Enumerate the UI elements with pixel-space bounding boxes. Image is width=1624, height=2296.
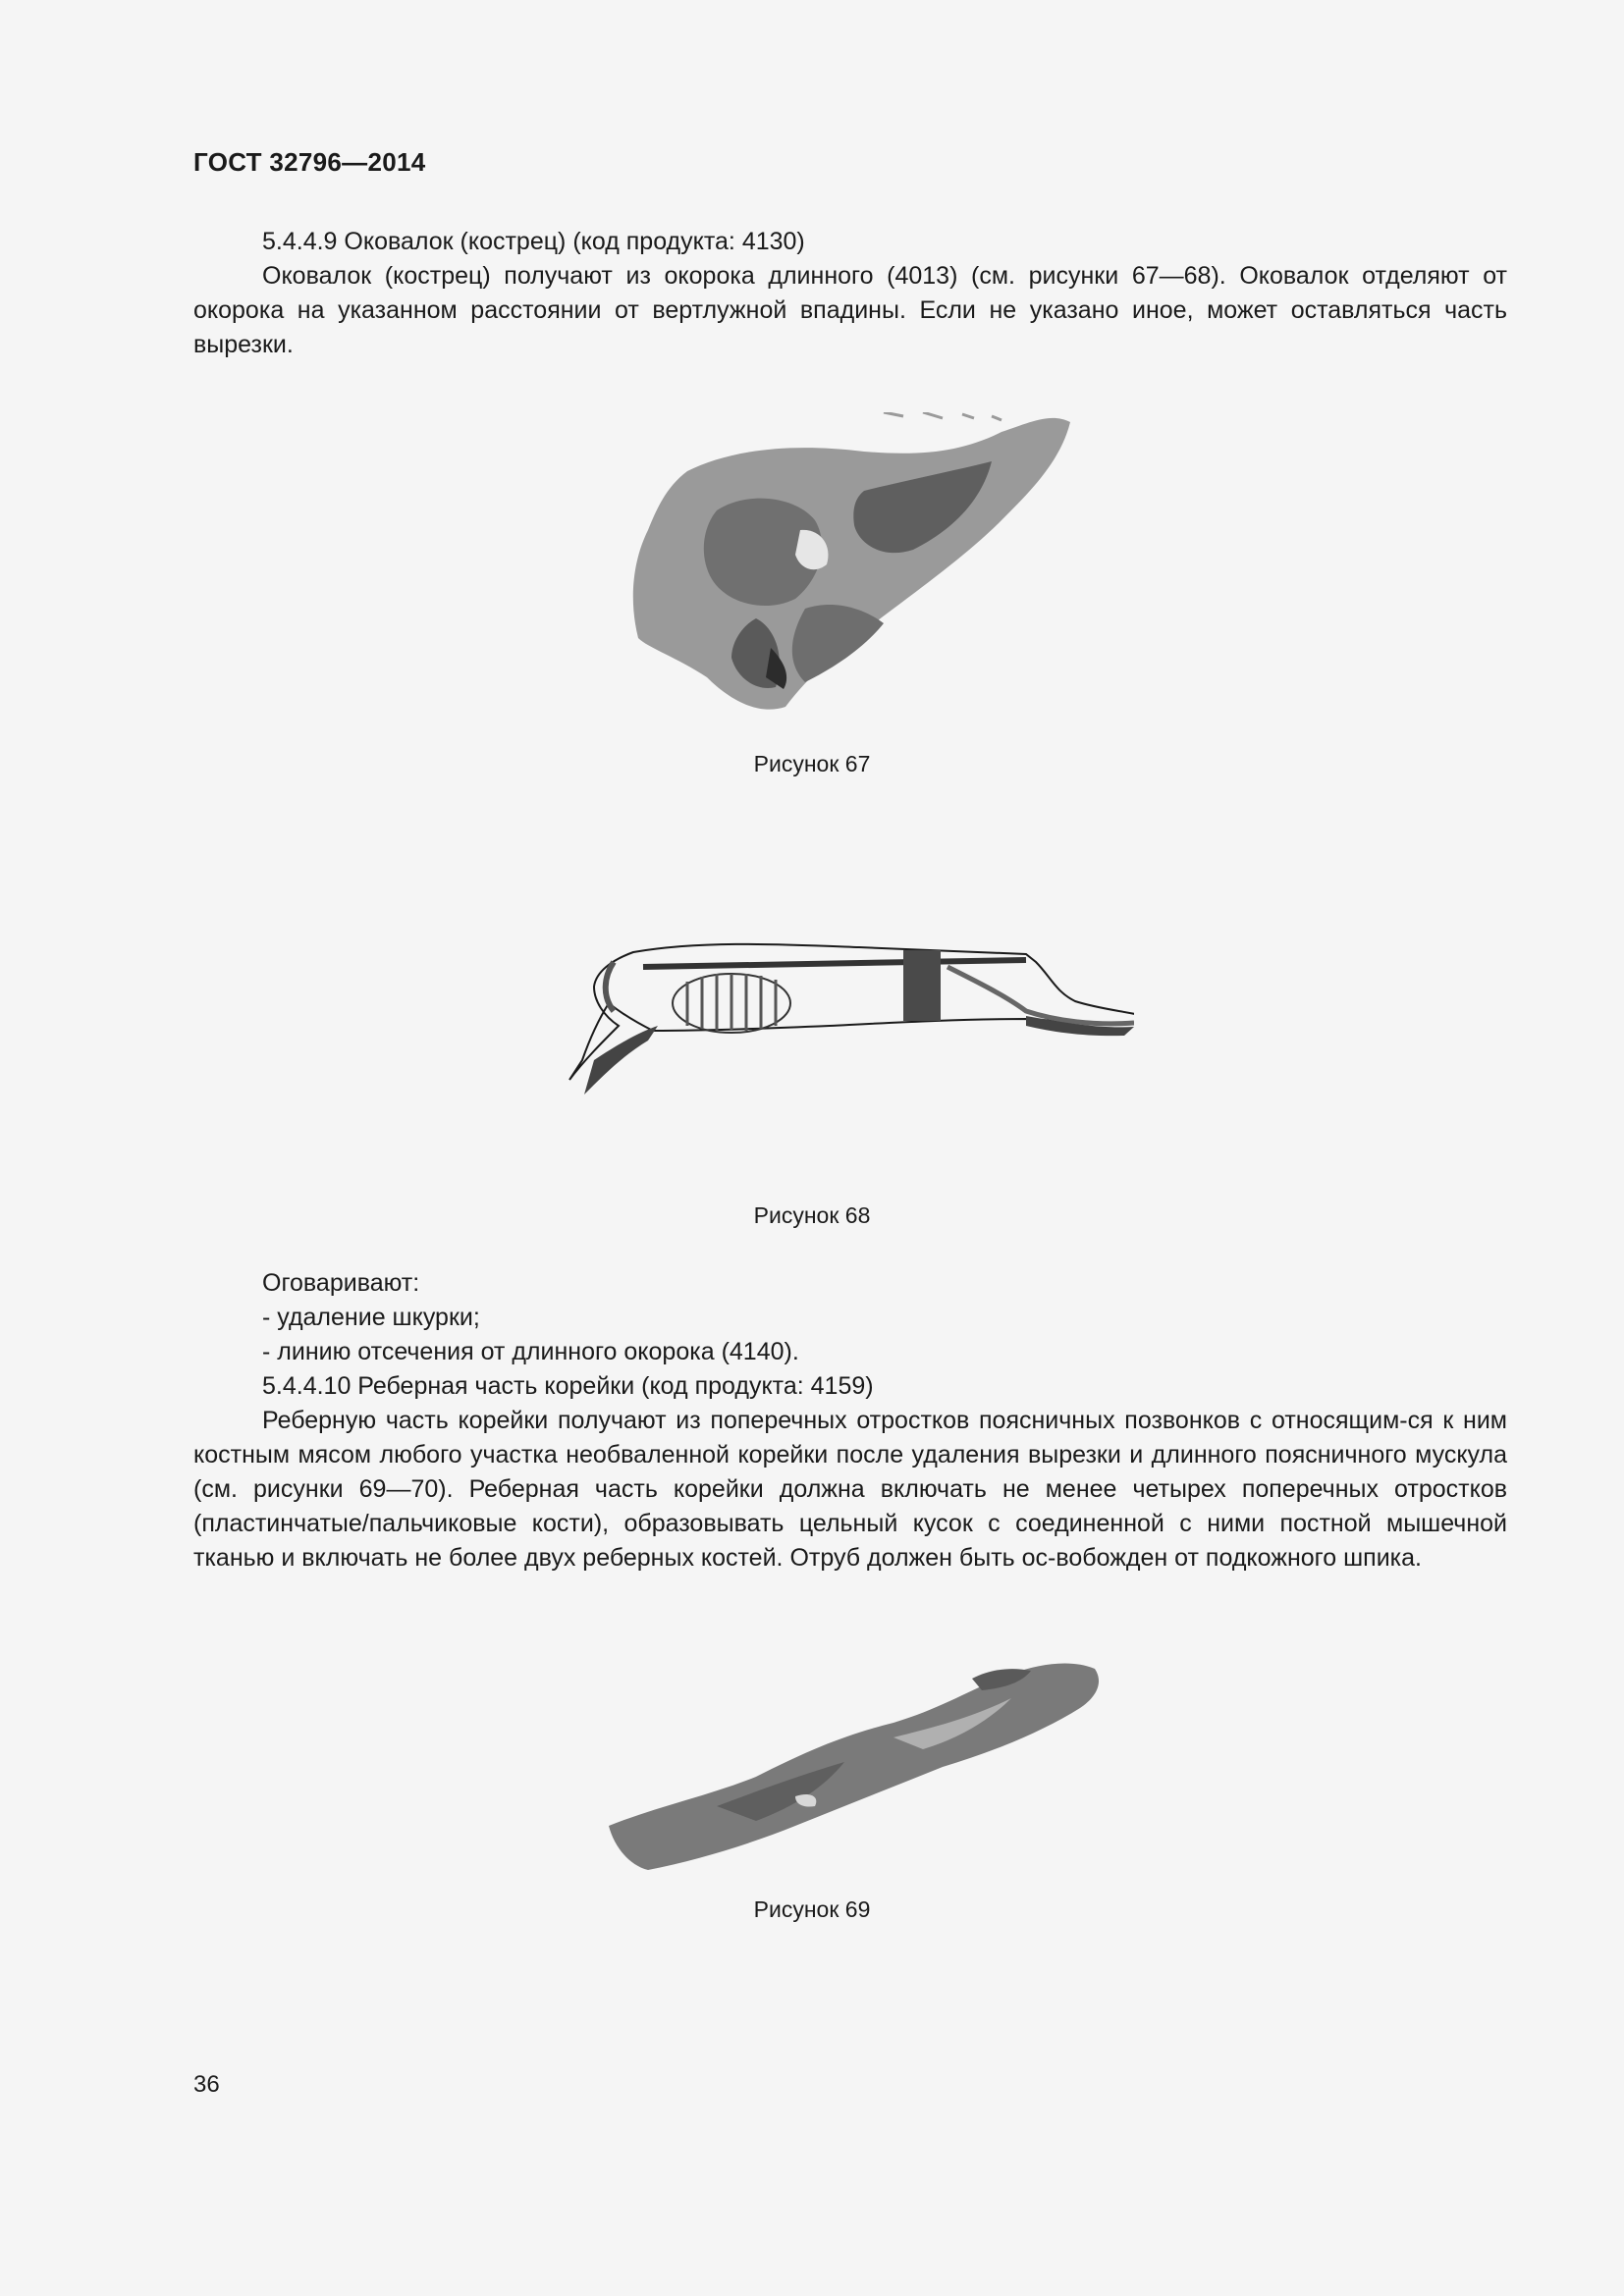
rump-section-marker [903,950,941,1021]
section-4159-heading: 5.4.4.10 Реберная часть корейки (код продукта: 4159) [262,1372,874,1400]
rib-section-shape [609,1664,1099,1870]
figure-67-rump-cut [609,412,1080,726]
figure-69-caption: Рисунок 69 [753,1896,871,1922]
document-header: ГОСТ 32796—2014 [193,147,426,177]
options-intro: Оговаривают: [262,1269,420,1297]
section-4159-body: Реберную часть корейки получают из поперечных отростков поясничных позвонков с относящим-ся к ним костным мясом любого участка необваленной корейки после удаления вырезки и длинного поясничного мускула (см. рисунки 69—70). Реберная часть корейки должна включать не менее четырех поперечных отростков (пластинчатые/пальчиковые кости), образовывать цельный кусок с соединенной с ними постной мышечной тканью и включать не более двух реберных костей. Отруб должен быть ос-вобожден от подкожного шпика. [193,1407,1507,1572]
rump-cut-shape [633,412,1070,710]
rib-cage [673,974,790,1033]
section-4130-body: Оковалок (кострец) получают из окорока длинного (4013) (см. рисунки 67—68). Оковалок отделяют от окорока на указанном расстоянии от вертлужной впадины. Если не указано иное, может оставляться часть вырезки. [193,262,1507,358]
option-item: - удаление шкурки; [262,1304,480,1331]
figure-69-rib-section [599,1639,1110,1885]
figure-67-caption: Рисунок 67 [753,751,871,776]
figure-68-carcass-diagram [565,933,1134,1148]
spine [643,960,1026,967]
page-number: 36 [193,2071,220,2098]
figure-68-caption: Рисунок 68 [753,1202,871,1228]
option-item: - линию отсечения от длинного окорока (4140). [262,1338,799,1365]
section-4130-heading: 5.4.4.9 Оковалок (кострец) (код продукта: 4130) [262,228,805,255]
